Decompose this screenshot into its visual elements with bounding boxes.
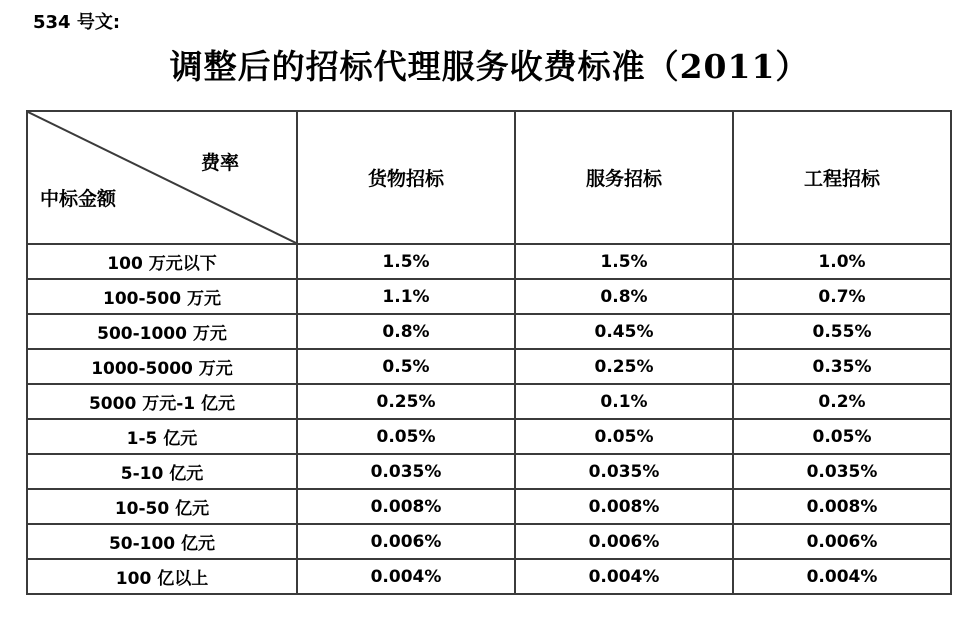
col-header-engineering-bidding: 工程招标	[733, 111, 951, 244]
table-row	[27, 559, 951, 594]
table-row	[27, 279, 951, 314]
table-row	[27, 489, 951, 524]
row-label: 1-5 亿元	[27, 419, 297, 454]
row-label: 10-50 亿元	[27, 489, 297, 524]
col-header-service-bidding: 服务招标	[515, 111, 733, 244]
row-label: 5000 万元-1 亿元	[27, 384, 297, 419]
corner-cell	[27, 111, 297, 244]
fee-cell: 0.035%	[297, 454, 515, 489]
fee-cell: 0.25%	[297, 384, 515, 419]
corner-fee-rate-label: 费率	[201, 152, 240, 174]
fee-cell: 0.7%	[733, 279, 951, 314]
table-row	[27, 349, 951, 384]
doc-number-label: 534 号文:	[33, 12, 121, 33]
fee-cell: 0.004%	[297, 559, 515, 594]
fee-cell: 0.8%	[297, 314, 515, 349]
fee-cell: 0.004%	[733, 559, 951, 594]
row-label: 500-1000 万元	[27, 314, 297, 349]
col-header-goods-bidding: 货物招标	[297, 111, 515, 244]
fee-cell: 1.0%	[733, 244, 951, 279]
fee-cell: 0.035%	[515, 454, 733, 489]
fee-cell: 0.008%	[733, 489, 951, 524]
fee-cell: 0.05%	[297, 419, 515, 454]
fee-cell: 0.25%	[515, 349, 733, 384]
page-title: 调整后的招标代理服务收费标准（2011）	[169, 47, 810, 86]
table-row	[27, 524, 951, 559]
fee-cell: 0.8%	[515, 279, 733, 314]
fee-cell: 0.008%	[297, 489, 515, 524]
fee-cell: 0.45%	[515, 314, 733, 349]
table-row	[27, 384, 951, 419]
row-label: 50-100 亿元	[27, 524, 297, 559]
fee-cell: 0.05%	[733, 419, 951, 454]
fee-cell: 0.55%	[733, 314, 951, 349]
fee-cell: 0.008%	[515, 489, 733, 524]
row-label: 100 万元以下	[27, 244, 297, 279]
fee-cell: 0.006%	[515, 524, 733, 559]
table-row	[27, 454, 951, 489]
header-row	[27, 111, 951, 244]
fee-table	[26, 110, 952, 595]
row-label: 100-500 万元	[27, 279, 297, 314]
corner-cell-content	[28, 112, 296, 243]
table-row	[27, 244, 951, 279]
fee-cell: 1.1%	[297, 279, 515, 314]
table-row	[27, 419, 951, 454]
row-label: 5-10 亿元	[27, 454, 297, 489]
fee-cell: 0.35%	[733, 349, 951, 384]
table-row	[27, 314, 951, 349]
fee-cell: 0.05%	[515, 419, 733, 454]
fee-cell: 0.1%	[515, 384, 733, 419]
fee-cell: 0.5%	[297, 349, 515, 384]
fee-cell: 0.2%	[733, 384, 951, 419]
corner-bid-amount-label: 中标金额	[40, 188, 117, 210]
row-label: 1000-5000 万元	[27, 349, 297, 384]
fee-cell: 1.5%	[297, 244, 515, 279]
fee-cell: 0.006%	[733, 524, 951, 559]
diagonal-divider-line	[28, 112, 296, 243]
fee-cell: 0.035%	[733, 454, 951, 489]
row-label: 100 亿以上	[27, 559, 297, 594]
fee-cell: 1.5%	[515, 244, 733, 279]
fee-cell: 0.004%	[515, 559, 733, 594]
fee-cell: 0.006%	[297, 524, 515, 559]
